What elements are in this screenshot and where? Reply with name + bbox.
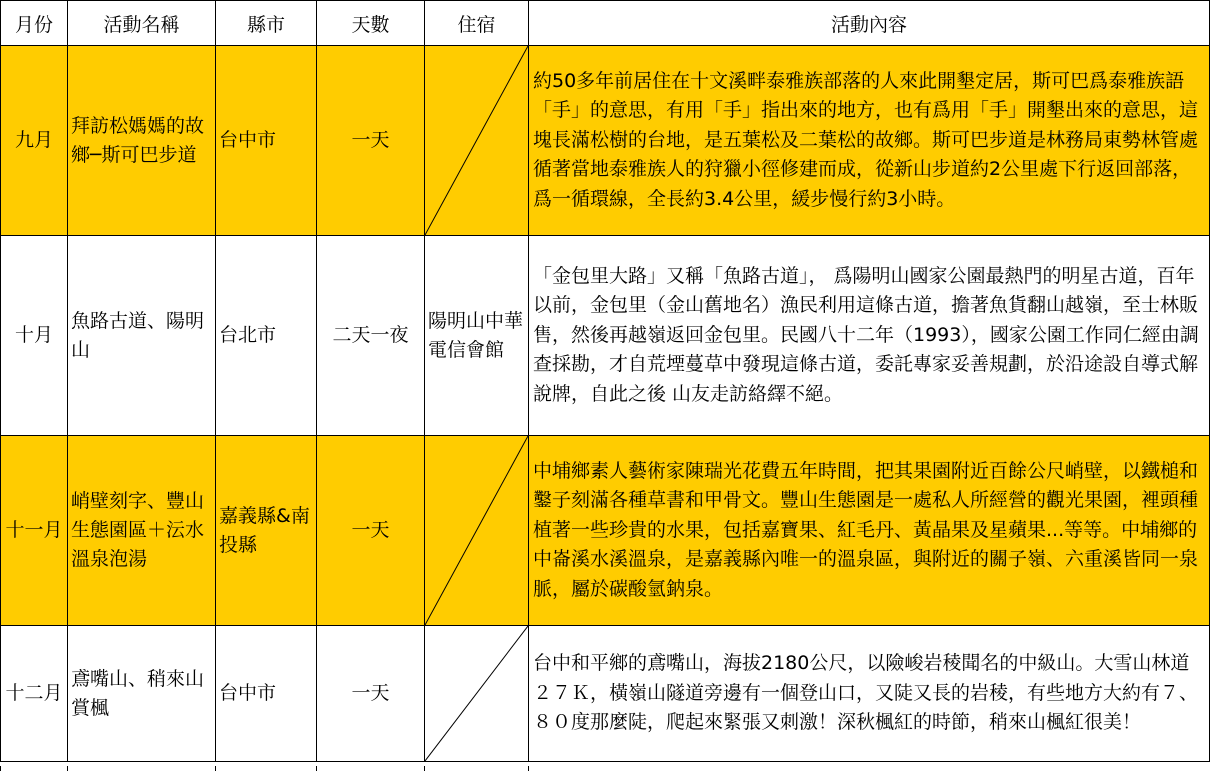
city-cell: 台中市 xyxy=(216,626,317,762)
month-cell: 十一月 xyxy=(1,436,68,626)
month-cell: 十月 xyxy=(1,236,68,436)
city-cell: 台北市 xyxy=(216,236,317,436)
header-month: 月份 xyxy=(1,1,68,46)
content-cell: 台中和平鄉的鳶嘴山，海拔2180公尺，以險峻岩稜聞名的中級山。大雪山林道２７Ｋ，橫嶺山隧道旁邊有一個登山口，又陡又長的岩稜，有些地方大約有７、８０度那麼陡，爬起來緊張又刺激！深秋楓紅的時節，稍來山楓紅很美！ xyxy=(529,626,1210,762)
month-cell: 九月 xyxy=(1,46,68,236)
diagonal-slash xyxy=(425,46,528,235)
header-content: 活動內容 xyxy=(529,1,1210,46)
content-cell: 「金包里大路」又稱「魚路古道」， 爲陽明山國家公園最熱門的明星古道，百年以前，金包里（金山舊地名）漁民利用這條古道，擔著魚貨翻山越嶺，至士林販售，然後再越嶺返回金包里。民國八十二年（1993），國家公園工作同仁經由調查採勘，才自荒堙蔓草中發現這條古道，委託專家妥善規劃，於沿途設自導式解說牌，自此之後 山友走訪絡繹不絕。 xyxy=(529,236,1210,436)
header-lodging: 住宿 xyxy=(425,1,529,46)
header-row xyxy=(1,1,1210,46)
lodging-cell-empty xyxy=(425,436,529,626)
diagonal-slash xyxy=(425,436,528,625)
next-row-edge xyxy=(0,766,1209,771)
content-cell: 中埔鄉素人藝術家陳瑞光花費五年時間，把其果園附近百餘公尺峭壁，以鐵槌和鑿子刻滿各種草書和甲骨文。豐山生態園是一處私人所經營的觀光果園，裡頭種植著一些珍貴的水果，包括嘉寶果、紅毛丹、黃晶果及星蘋果...等等。中埔鄉的中崙溪水溪溫泉，是嘉義縣內唯一的溫泉區，與附近的關子嶺、六重溪皆同一泉脈，屬於碳酸氫鈉泉。 xyxy=(529,436,1210,626)
table-row xyxy=(1,46,1210,236)
header-activity: 活動名稱 xyxy=(68,1,216,46)
header-city: 縣市 xyxy=(216,1,317,46)
city-cell: 台中市 xyxy=(216,46,317,236)
activity-name-cell: 峭壁刻字、豐山生態園區＋沄水溫泉泡湯 xyxy=(68,436,216,626)
diagonal-slash xyxy=(425,626,528,761)
activity-name-cell: 拜訪松媽媽的故鄉─斯可巴步道 xyxy=(68,46,216,236)
lodging-cell-empty xyxy=(425,626,529,762)
table-row xyxy=(1,436,1210,626)
activity-name-cell: 鳶嘴山、稍來山賞楓 xyxy=(68,626,216,762)
days-cell: 一天 xyxy=(317,626,425,762)
days-cell: 一天 xyxy=(317,436,425,626)
city-cell: 嘉義縣&南投縣 xyxy=(216,436,317,626)
month-cell: 十二月 xyxy=(1,626,68,762)
lodging-cell-empty xyxy=(425,46,529,236)
lodging-cell: 陽明山中華電信會館 xyxy=(425,236,529,436)
table-row xyxy=(1,236,1210,436)
table-row xyxy=(1,626,1210,762)
header-days: 天數 xyxy=(317,1,425,46)
days-cell: 二天一夜 xyxy=(317,236,425,436)
content-cell: 約50多年前居住在十文溪畔泰雅族部落的人來此開墾定居，斯可巴爲泰雅族語「手」的意思，有用「手」指出來的地方，也有爲用「手」開墾出來的意思，這塊長滿松樹的台地，是五葉松及二葉松的故鄉。斯可巴步道是林務局東勢林管處循著當地泰雅族人的狩獵小徑修建而成，從新山步道約2公里處下行返回部落，爲一循環線，全長約3.4公里，緩步慢行約3小時。 xyxy=(529,46,1210,236)
activity-name-cell: 魚路古道、陽明山 xyxy=(68,236,216,436)
days-cell: 一天 xyxy=(317,46,425,236)
